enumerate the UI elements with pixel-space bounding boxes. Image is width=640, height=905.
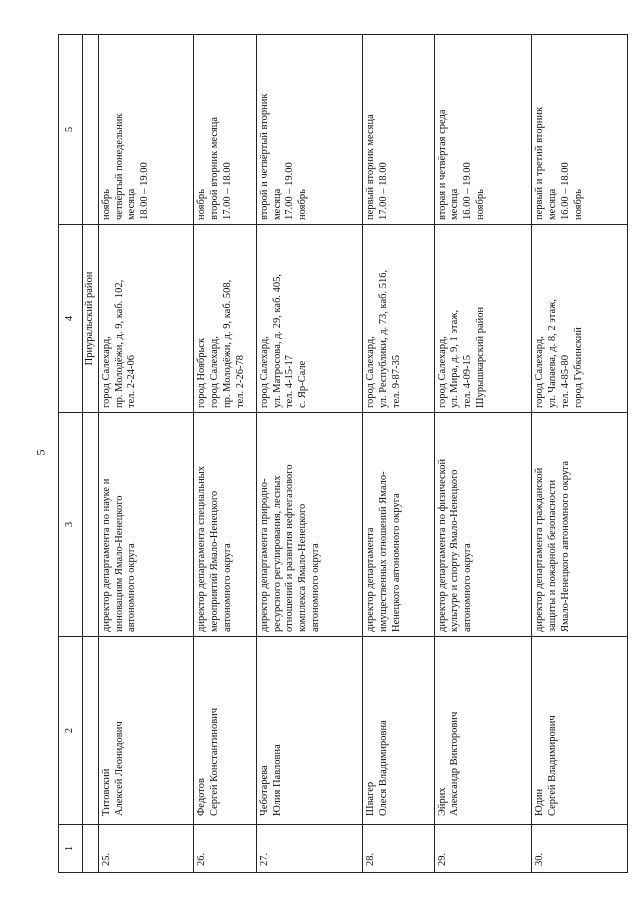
cell-schedule	[434, 35, 532, 225]
schedule-line: 17.00 – 18.00	[221, 162, 233, 220]
row-number: 29.	[436, 852, 448, 866]
schedule-line: первый и третий вторник	[534, 106, 546, 220]
name-line: Титовский	[100, 768, 112, 816]
address-line: город Губкинский	[572, 327, 584, 408]
address-line: ул. Чапаева, д. 8, 2 этаж,	[547, 298, 559, 408]
position-line: автономного округа	[462, 543, 474, 632]
table-body	[98, 35, 627, 873]
address-line: пр. Молодёжи, д. 9, каб. 508,	[221, 279, 233, 408]
name-line: Сергей Константинович	[209, 707, 221, 816]
address-line: тел. 2-26-78	[234, 355, 246, 408]
cell-number	[98, 825, 194, 873]
schedule-line: ноябрь	[572, 189, 584, 220]
cell-position	[434, 413, 532, 637]
schedule-line: первый вторник месяца	[365, 114, 377, 220]
officials-reception-table	[58, 34, 628, 873]
address-line: город Ноябрьск	[196, 337, 208, 408]
table-row	[434, 35, 532, 873]
address-line: город Салехард,	[209, 336, 221, 408]
schedule-line: второй и четвёртый вторник	[258, 93, 270, 220]
address-line: город Салехард,	[258, 336, 270, 408]
address-line: тел. 4-85-80	[559, 355, 571, 408]
name-line: Олеся Владимировна	[378, 720, 390, 816]
address-line: ул. Мира, д. 9, 1 этаж,	[449, 309, 461, 408]
address-line: город Салехард,	[365, 336, 377, 408]
table-row	[194, 35, 256, 873]
position-line: директор департамента гражданской	[534, 467, 546, 632]
cell-position	[98, 413, 194, 637]
position-line: отношений и развития нефтегазового	[284, 464, 296, 632]
schedule-line: четвёртый понедельник	[113, 113, 125, 220]
schedule-line: ноябрь	[100, 189, 112, 220]
cell-address	[434, 225, 532, 413]
cell-schedule	[532, 35, 628, 225]
cell-number	[363, 825, 434, 873]
name-line: Алексей Леонидович	[113, 721, 125, 816]
schedule-line: месяца	[449, 188, 461, 220]
address-line: город Салехард,	[436, 336, 448, 408]
name-line: Швагер	[365, 781, 377, 816]
address-line: город Салехард,	[100, 336, 112, 408]
cell-name	[256, 637, 363, 825]
schedule-line: 17.00 – 18.00	[378, 162, 390, 220]
schedule-line: вторая и четвёртая среда	[436, 109, 448, 220]
position-line: Ямало-Ненецкого автономного округа	[559, 460, 571, 632]
schedule-line: ноябрь	[297, 189, 309, 220]
address-line: Шурышкарский район	[474, 306, 486, 408]
col-header-3: 3	[59, 413, 83, 637]
address-line: тел. 9-87-35	[391, 355, 403, 408]
schedule-line: ноябрь	[196, 189, 208, 220]
row-number: 27.	[258, 852, 270, 866]
region-row	[83, 35, 98, 873]
table-row	[98, 35, 194, 873]
position-line: культуре и спорту Ямало-Ненецкого	[449, 469, 461, 632]
cell-name	[98, 637, 194, 825]
row-number: 28.	[365, 852, 377, 866]
cell-number	[256, 825, 363, 873]
name-line: Александр Викторович	[449, 711, 461, 816]
cell-schedule	[98, 35, 194, 225]
cell-schedule	[194, 35, 256, 225]
position-line: ресурсного регулирования, лесных	[271, 475, 283, 632]
position-line: директор департамента по науке и	[100, 478, 112, 632]
position-line: автономного округа	[126, 543, 138, 632]
address-line: ул. Матросова, д. 29, каб. 405,	[271, 273, 283, 408]
position-line: защиты и пожарной безопасности	[547, 479, 559, 632]
col-header-5: 5	[59, 35, 83, 225]
position-line: директор департамента по физической	[436, 458, 448, 632]
name-line: Юдин	[534, 788, 546, 816]
address-line: тел. 2-24-06	[126, 355, 138, 408]
schedule-line: второй вторник месяца	[209, 116, 221, 220]
cell-position	[363, 413, 434, 637]
row-number: 30.	[534, 852, 546, 866]
name-line: Федотов	[196, 778, 208, 816]
cell-number	[434, 825, 532, 873]
cell-address	[532, 225, 628, 413]
rotated-table-container	[58, 35, 628, 873]
schedule-line: месяца	[271, 188, 283, 220]
table-row	[363, 35, 434, 873]
cell-schedule	[256, 35, 363, 225]
address-line: с. Яр-Сале	[297, 360, 309, 408]
cell-number	[194, 825, 256, 873]
schedule-line: месяца	[547, 188, 559, 220]
position-line: директор департамента природно-	[258, 478, 270, 632]
page-number: 5	[33, 449, 48, 456]
cell-position	[532, 413, 628, 637]
document-sheet	[58, 35, 628, 873]
name-line: Юлия Павловна	[271, 744, 283, 816]
position-line: комплекса Ямало-Ненецкого	[297, 503, 309, 632]
schedule-line: 17.00 – 19.00	[284, 162, 296, 220]
address-line: город Салехард,	[534, 336, 546, 408]
address-line: пр. Молодёжи, д. 9, каб. 102,	[113, 279, 125, 408]
schedule-line: ноябрь	[474, 189, 486, 220]
region-label: Приуральский район	[83, 225, 98, 413]
position-line: автономного округа	[221, 543, 233, 632]
schedule-line: 16.00 – 18.00	[559, 162, 571, 220]
schedule-line: месяца	[126, 188, 138, 220]
position-line: Ненецкого автономного округа	[391, 493, 403, 632]
col-header-4: 4	[59, 225, 83, 413]
cell-number	[532, 825, 628, 873]
cell-address	[256, 225, 363, 413]
position-line: мероприятий Ямало-Ненецкого	[209, 490, 221, 632]
schedule-line: 16.00 – 19.00	[462, 162, 474, 220]
table-row	[532, 35, 628, 873]
cell-name	[434, 637, 532, 825]
cell-address	[98, 225, 194, 413]
name-line: Чеботарева	[258, 765, 270, 816]
position-line: инновациям Ямало-Ненецкого	[113, 495, 125, 632]
name-line: Эйрих	[436, 787, 448, 816]
name-line: Сергей Владимирович	[547, 715, 559, 816]
col-header-2: 2	[59, 637, 83, 825]
table-row	[256, 35, 363, 873]
cell-name	[363, 637, 434, 825]
schedule-line: 18.00 – 19.00	[139, 162, 151, 220]
header-row	[59, 35, 83, 873]
cell-address	[194, 225, 256, 413]
row-number: 26.	[196, 852, 208, 866]
position-line: директор департамента специальных	[196, 466, 208, 632]
address-line: тел. 4-09-15	[462, 355, 474, 408]
cell-position	[256, 413, 363, 637]
position-line: имущественных отношений Ямало-	[378, 471, 390, 632]
cell-position	[194, 413, 256, 637]
col-header-1: 1	[59, 825, 83, 873]
cell-schedule	[363, 35, 434, 225]
position-line: директор департамента	[365, 527, 377, 632]
cell-name	[194, 637, 256, 825]
row-number: 25.	[100, 852, 112, 866]
cell-address	[363, 225, 434, 413]
cell-name	[532, 637, 628, 825]
position-line: автономного округа	[309, 543, 321, 632]
address-line: ул. Республики, д. 73, каб. 516,	[378, 269, 390, 408]
address-line: тел. 4-15-17	[284, 355, 296, 408]
